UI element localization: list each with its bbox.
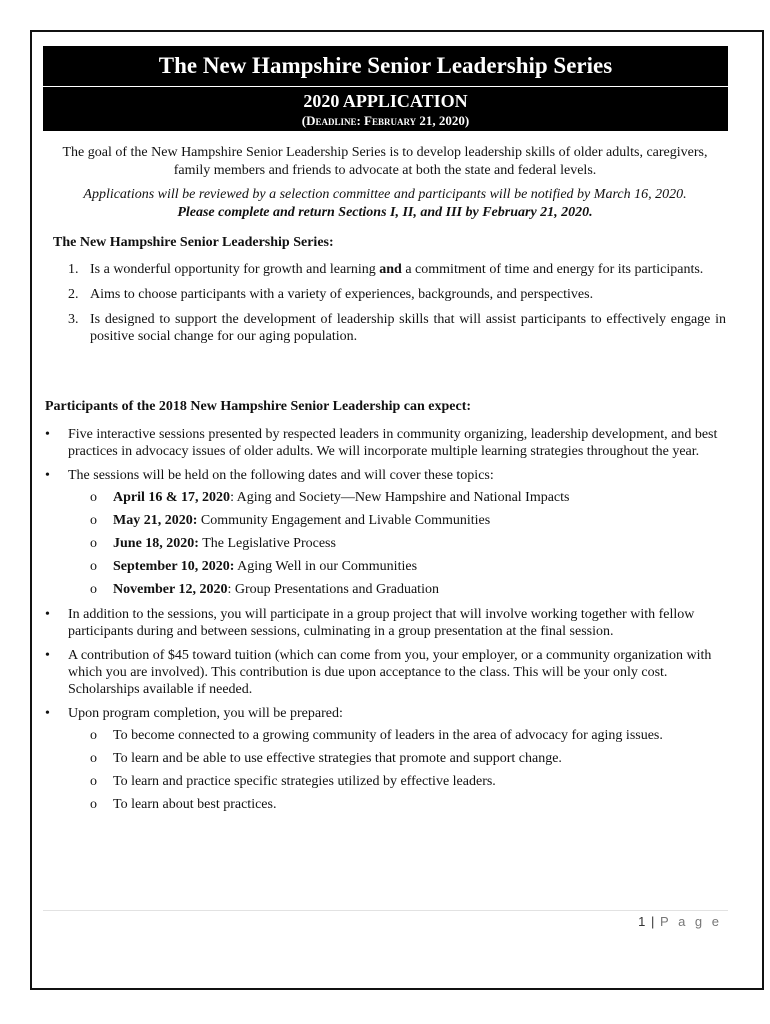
bullet-text: A contribution of $45 toward tuition (which can come from you, your employer, or a community organization with which you are involved). This contribution is due upon acceptance to the class. This will be your only cost. Scholarships available if needed. xyxy=(68,648,712,697)
session-date: November 12, 2020 xyxy=(113,582,228,597)
outcome-text: To learn and be able to use effective strategies that promote and support change. xyxy=(113,751,562,766)
series-list xyxy=(62,261,726,353)
outcome-item xyxy=(68,773,725,791)
sub-bullet-icon: o xyxy=(90,582,97,597)
list-item xyxy=(45,705,725,814)
review-note-block xyxy=(50,186,720,222)
list-item xyxy=(45,467,725,599)
list-number: 1. xyxy=(68,262,79,277)
list-item xyxy=(45,647,725,698)
series-item-text: Is designed to support the development of leadership skills that will assist participants to effectively engage in positive social change for our aging population. xyxy=(90,312,726,344)
document-title: The New Hampshire Senior Leadership Series xyxy=(43,46,728,86)
session-date: June 18, 2020: xyxy=(113,536,199,551)
page-footer xyxy=(638,914,722,929)
sub-bullet-icon: o xyxy=(90,536,97,551)
session-date: September 10, 2020: xyxy=(113,559,235,574)
series-heading: The New Hampshire Senior Leadership Series: xyxy=(53,235,334,250)
session-item xyxy=(68,581,725,599)
page-number: 1 xyxy=(638,914,647,929)
session-date: April 16 & 17, 2020 xyxy=(113,490,231,505)
list-number: 3. xyxy=(68,312,79,327)
application-title: 2020 APPLICATION xyxy=(303,91,468,111)
outcome-text: To learn and practice specific strategies utilized by effective leaders. xyxy=(113,774,496,789)
session-date: May 21, 2020: xyxy=(113,513,198,528)
series-item-text: Aims to choose participants with a variety of experiences, backgrounds, and perspectives. xyxy=(90,287,594,302)
series-item-bold: and xyxy=(379,262,402,277)
series-item-text: Is a wonderful opportunity for growth and learning xyxy=(90,262,380,277)
sessions-list xyxy=(68,489,725,599)
outcomes-list xyxy=(68,727,725,814)
sub-bullet-icon: o xyxy=(90,751,97,766)
sub-bullet-icon: o xyxy=(90,559,97,574)
outcome-text: To become connected to a growing community of leaders in the area of advocacy for aging issues. xyxy=(113,728,663,743)
sub-bullet-icon: o xyxy=(90,513,97,528)
bullet-icon: • xyxy=(45,427,50,442)
bullet-text: Five interactive sessions presented by respected leaders in community organizing, leadership development, and best practices in advocacy issues of older adults. We will incorporate multiple learning strategies throughout the year. xyxy=(68,427,718,459)
bullet-icon: • xyxy=(45,468,50,483)
page-separator: | xyxy=(651,914,656,929)
series-item xyxy=(62,286,726,303)
session-item xyxy=(68,558,725,576)
series-item xyxy=(62,261,726,278)
bullet-icon: • xyxy=(45,706,50,721)
session-item xyxy=(68,535,725,553)
deadline-text: (Deadline: February 21, 2020) xyxy=(301,113,470,128)
list-item xyxy=(45,426,725,460)
sub-bullet-icon: o xyxy=(90,774,97,789)
list-item xyxy=(45,606,725,640)
list-number: 2. xyxy=(68,287,79,302)
sub-bullet-icon: o xyxy=(90,797,97,812)
application-banner xyxy=(43,87,728,131)
session-topic: Community Engagement and Livable Communities xyxy=(197,513,491,528)
intro-goal: The goal of the New Hampshire Senior Leadership Series is to develop leadership skills of older adults, caregivers, family members and friends to advocate at both the state and federal levels. xyxy=(62,145,708,178)
footer-divider xyxy=(43,910,728,911)
bullet-icon: • xyxy=(45,607,50,622)
review-note: Applications will be reviewed by a selection committee and participants will be notified by March 16, 2020. xyxy=(83,187,687,202)
bullet-icon: • xyxy=(45,648,50,663)
session-topic: The Legislative Process xyxy=(198,536,336,551)
return-note: Please complete and return Sections I, II, and III by February 21, 2020. xyxy=(177,205,593,220)
expect-list xyxy=(45,426,725,821)
page-label: P a g e xyxy=(660,914,722,929)
session-item xyxy=(68,489,725,507)
sub-bullet-icon: o xyxy=(90,728,97,743)
series-item xyxy=(62,311,726,345)
sub-bullet-icon: o xyxy=(90,490,97,505)
session-topic: : Aging and Society—New Hampshire and National Impacts xyxy=(230,490,570,505)
outcome-item xyxy=(68,727,725,745)
bullet-text: The sessions will be held on the following dates and will cover these topics: xyxy=(68,468,494,483)
outcome-item xyxy=(68,750,725,768)
outcome-text: To learn about best practices. xyxy=(113,797,277,812)
bullet-text: In addition to the sessions, you will participate in a group project that will involve working together with fellow participants during and between sessions, culminating in a group presentation at the final session. xyxy=(68,607,695,639)
expect-heading: Participants of the 2018 New Hampshire Senior Leadership can expect: xyxy=(45,399,472,414)
session-item xyxy=(68,512,725,530)
series-item-text: a commitment of time and energy for its participants. xyxy=(401,262,704,277)
session-topic: : Group Presentations and Graduation xyxy=(227,582,439,597)
bullet-text: Upon program completion, you will be prepared: xyxy=(68,706,343,721)
session-topic: Aging Well in our Communities xyxy=(234,559,418,574)
outcome-item xyxy=(68,796,725,814)
